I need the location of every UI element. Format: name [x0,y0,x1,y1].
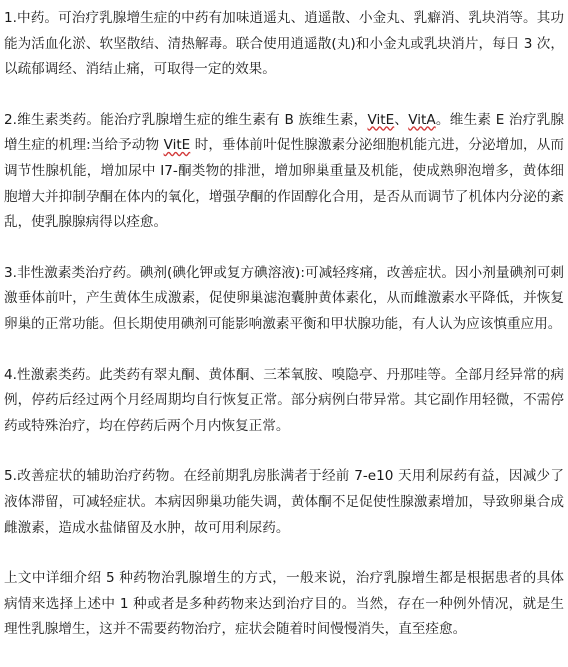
text-segment: 、 [394,111,409,128]
text-segment: 时，垂体前叶促性腺激素分泌细胞机能亢进，分泌增加，从而调节性腺机能，增加尿中 I7-酮类物的排泄，增加卵巢重量及机能，使成熟卵泡增多，黄体细胞增大并抑制孕酮在体内的氧化，增强孕酮的作固醇化合用，是否从而调节了机体内分泌的紊乱，使乳腺腺病得以痊愈。 [4,137,564,231]
text-segment: 。维生素 E 治疗乳腺增生症的机理:当给予动物 [4,111,565,154]
text-segment: 5.改善症状的辅助治疗药物。在经前期乳房胀满者于经前 7-e10 天用利尿药有益，因减少了液体滞留，可减轻症状。本病因卵巢功能失调，黄体酮不足促使性腺激素增加，导致卵巢合成雌激素，造成水盐储留及水肿，故可用利尿药。 [4,468,564,536]
paragraph-chinese-medicine [4,6,564,83]
paragraph-auxiliary [4,464,564,541]
term-link-vita[interactable]: VitA [408,111,436,128]
text-segment: 4.性激素类药。此类药有翠丸酮、黄体酮、三苯氧胺、嗅隐亭、丹那哇等。全部月经异常的病例，停药后经过两个月经周期均自行恢复正常。部分病例白带异常。其它副作用轻微，不需停药或特殊治疗，均在停药后两个月内恢复正常。 [4,366,564,434]
text-segment: 3.非性激素类治疗药。碘剂(碘化钾或复方碘溶液):可减轻疼痛，改善症状。因小剂量碘剂可刺激垂体前叶，产生黄体生成激素，促使卵巢滤泡囊肿黄体素化，从而雌激素水平降低，并恢复卵巢的正常功能。但长期使用碘剂可能影响激素平衡和甲状腺功能，有人认为应该慎重应用。 [4,264,564,332]
term-link-vite[interactable]: VitE [367,111,395,128]
paragraph-hormone [4,363,564,440]
paragraph-summary [4,566,564,643]
text-segment: 上文中详细介绍 5 种药物治乳腺增生的方式，一般来说，治疗乳腺增生都是根据患者的具体病情来选择上述中 1 种或者是多种药物来达到治疗目的。当然，存在一种例外情况，就是生理性乳腺增生，这并不需要药物治疗，症状会随着时间慢慢消失，直至痊愈。 [4,570,564,638]
text-segment: 1.中药。可治疗乳腺增生症的中药有加味逍遥丸、逍遥散、小金丸、乳癖消、乳块消等。其功能为活血化淤、软坚散结、清热解毒。联合使用逍遥散(丸)和小金丸或乳块消片，每日 3 次，以疏郁调经、消结止痛，可取得一定的效果。 [4,10,564,78]
term-link-vite[interactable]: VitE [163,137,191,154]
paragraph-non-hormone [4,261,564,338]
text-segment: 2.维生素类药。能治疗乳腺增生症的维生素有 B 族维生素， [4,111,368,128]
paragraph-vitamins [4,108,564,236]
